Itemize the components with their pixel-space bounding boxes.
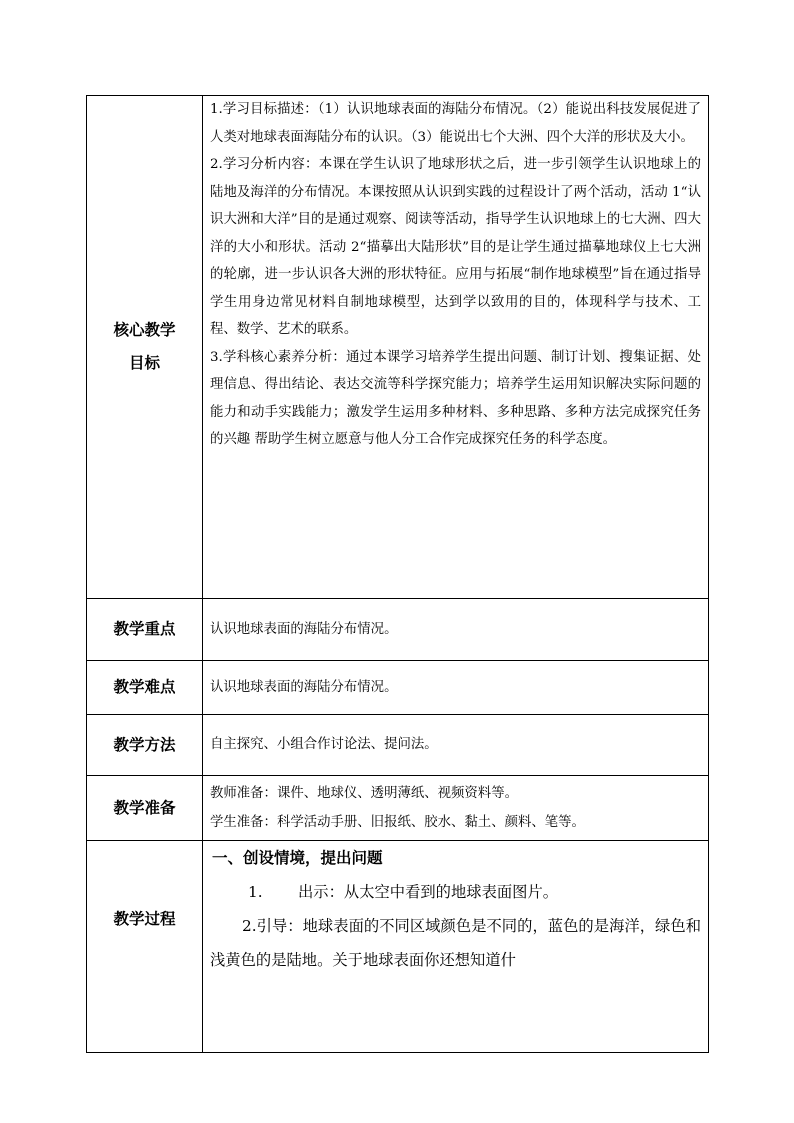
preparation-row bbox=[87, 776, 709, 841]
student-preparation: 学生准备：科学活动手册、旧报纸、胶水、黏土、颜料、笔等。 bbox=[210, 815, 585, 830]
section-heading: 一、创设情境，提出问题 bbox=[212, 849, 383, 867]
core-goals-content bbox=[203, 96, 709, 599]
process-row bbox=[87, 841, 709, 1053]
difficulty-row bbox=[87, 661, 709, 715]
content-analysis: 2.学习分析内容：本课在学生认识了地球形状之后，进一步引领学生认识地球上的陆地及海洋的分布情况。本课按照从认识到实践的过程设计了两个活动，活动 1“认识大洲和大洋”目的是通过观察、阅读等活动，指导学生认识地球上的七大洲、四大洋的大小和形状。活动 2“描摹出大陆形状”目的是让学生通过描摹地球仪上七大洲的轮廓，进一步认识各大洲的形状特征。应用与拓展“制作地球模型”旨在通过指导学生用身边常见材料自制地球模型，达到学以致用的目的，体现科学与技术、工程、数学、艺术的联系。 bbox=[210, 157, 701, 337]
difficulty-content: 认识地球表面的海陆分布情况。 bbox=[203, 661, 709, 715]
goal-description: 1.学习目标描述：（1）认识地球表面的海陆分布情况。（2）能说出科技发展促进了人类对地球表面海陆分布的认识。（3）能说出七个大洲、四个大洋的形状及大小。 bbox=[210, 102, 701, 145]
core-goals-row bbox=[87, 96, 709, 599]
method-content: 自主探究、小组合作讨论法、提问法。 bbox=[203, 715, 709, 776]
key-point-content: 认识地球表面的海陆分布情况。 bbox=[203, 599, 709, 661]
process-label: 教学过程 bbox=[87, 841, 203, 1053]
core-goals-label bbox=[87, 96, 203, 599]
key-point-row bbox=[87, 599, 709, 661]
process-step-2: 2.引导：地球表面的不同区域颜色是不同的，蓝色的是海洋，绿色和浅黄色的是陆地。关于地球表面你还想知道什 bbox=[210, 917, 701, 969]
difficulty-label: 教学难点 bbox=[87, 661, 203, 715]
step-1-text: 出示：从太空中看到的地球表面图片。 bbox=[298, 883, 559, 901]
core-literacy-analysis: 3.学科核心素养分析：通过本课学习培养学生提出问题、制订计划、搜集证据、处理信息、得出结论、表达交流等科学探究能力；培养学生运用知识解决实际问题的能力和动手实践能力；激发学生运用多种材料、多种思路、多种方法完成探究任务的兴趣 帮助学生树立愿意与他人分工合作完成探究任务的科学态度。 bbox=[210, 349, 701, 447]
key-point-label: 教学重点 bbox=[87, 599, 203, 661]
preparation-label: 教学准备 bbox=[87, 776, 203, 841]
teacher-preparation: 教师准备：课件、地球仪、透明薄纸、视频资料等。 bbox=[210, 786, 518, 801]
core-goals-label-line1: 核心教学 bbox=[113, 321, 176, 339]
step-1-number: 1. bbox=[248, 883, 263, 901]
process-content bbox=[203, 841, 709, 1053]
preparation-content bbox=[203, 776, 709, 841]
lesson-plan-table bbox=[86, 95, 709, 1053]
method-row bbox=[87, 715, 709, 776]
core-goals-label-line2: 目标 bbox=[128, 354, 160, 372]
process-step-1 bbox=[210, 875, 701, 909]
method-label: 教学方法 bbox=[87, 715, 203, 776]
